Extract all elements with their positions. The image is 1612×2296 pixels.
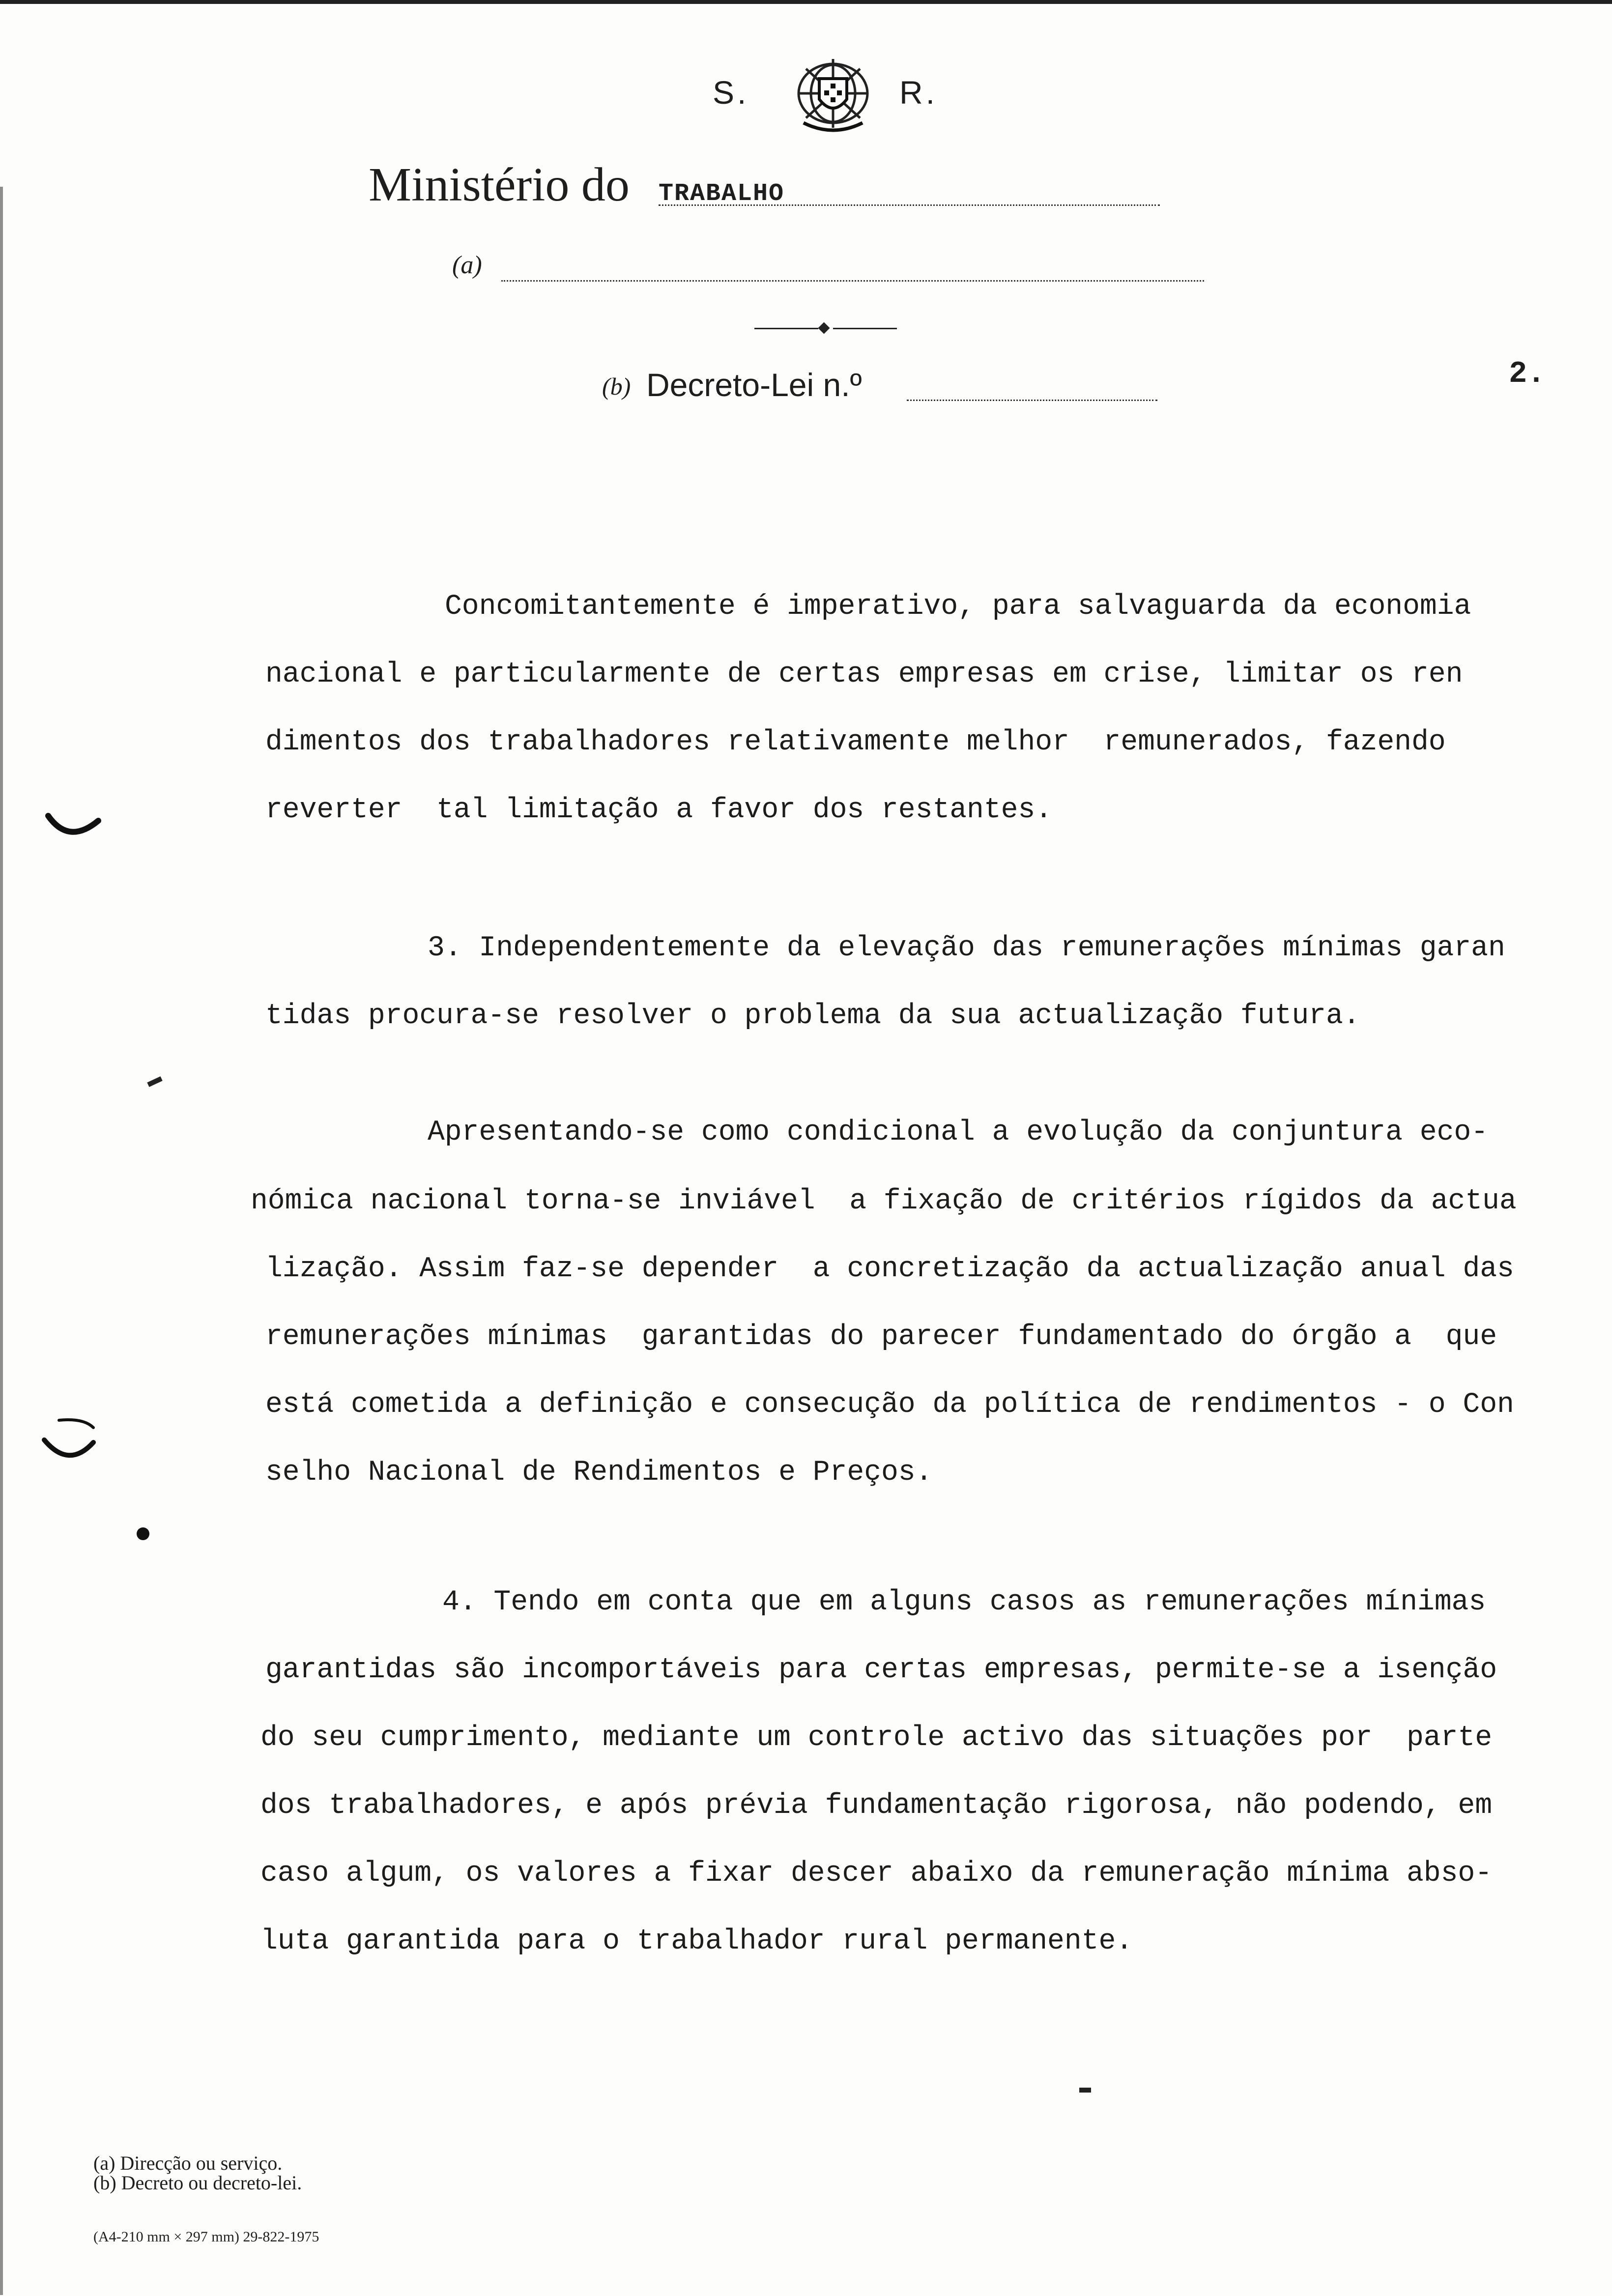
paragraph-3-line-4: remunerações mínimas garantidas do parecer fundamentado do órgão a que [265, 1321, 1497, 1353]
scan-mark-arc-1 [44, 806, 103, 845]
scan-mark-dash-2 [1079, 2088, 1091, 2093]
scan-mark-dash [147, 1076, 162, 1087]
ministry-line [369, 157, 1288, 211]
paragraph-1-line-4: reverter tal limitação a favor dos restantes. [265, 794, 1053, 826]
paragraph-1-line-2: nacional e particularmente de certas empresas em crise, limitar os ren [265, 659, 1463, 690]
paragraph-1-line-1: Concomitantemente é imperativo, para salvaguarda da economia [445, 591, 1471, 623]
paragraph-4-line-4: dos trabalhadores, e após prévia fundamentação rigorosa, não podendo, em [260, 1790, 1493, 1822]
header-abbr-left: S. [713, 74, 749, 111]
portuguese-coat-of-arms-icon [784, 54, 882, 133]
paragraph-3-line-2: nómica nacional torna-se inviável a fixação de critérios rígidos da actua [251, 1185, 1517, 1217]
paragraph-4-line-3: do seu cumprimento, mediante um controle activo das situações por parte [260, 1722, 1493, 1754]
page-number: 2. [1509, 356, 1546, 391]
paragraph-3-line-3: lização. Assim faz-se depender a concretização da actualização anual das [265, 1253, 1514, 1285]
paragraph-4-line-5: caso algum, os valores a fixar descer abaixo da remuneração mínima abso- [260, 1858, 1493, 1890]
decree-label: Decreto-Lei n.º [646, 367, 862, 403]
paragraph-1-line-3: dimentos dos trabalhadores relativamente melhor remunerados, fazendo [265, 726, 1446, 758]
service-line [452, 251, 1219, 290]
divider-bar-right [833, 328, 897, 329]
divider-bar-left [754, 328, 818, 329]
paragraph-3-line-5: está cometida a definição e consecução da política de rendimentos - o Con [265, 1389, 1514, 1421]
divider-diamond-icon [818, 322, 830, 334]
header-abbr-right: R. [899, 74, 938, 111]
form-code: (A4-210 mm × 297 mm) 29-822-1975 [93, 2229, 319, 2245]
paragraph-3-line-1: Apresentando-se como condicional a evolução da conjuntura eco- [428, 1117, 1488, 1148]
paragraph-2-line-1: 3. Independentemente da elevação das remunerações mínimas garan [428, 932, 1505, 964]
service-marker: (a) [452, 251, 482, 279]
diamond-divider [754, 323, 897, 333]
paragraph-3-line-6: selho Nacional de Rendimentos e Preços. [265, 1457, 933, 1489]
service-dotted-fill [501, 280, 1204, 282]
decree-marker: (b) [602, 373, 631, 400]
ministry-label: Ministério do [369, 158, 630, 211]
footnote-b: (b) Decreto ou decreto-lei. [93, 2172, 302, 2194]
decree-dotted-fill [907, 400, 1157, 401]
scan-dot [137, 1527, 149, 1540]
ministry-dotted-fill [659, 204, 1160, 206]
paragraph-4-line-6: luta garantida para o trabalhador rural permanente. [260, 1925, 1133, 1957]
paragraph-4-line-1: 4. Tendo em conta que em alguns casos as remunerações mínimas [442, 1586, 1486, 1618]
paragraph-2-line-2: tidas procura-se resolver o problema da sua actualização futura. [265, 1000, 1360, 1032]
top-border-rule [0, 0, 1612, 4]
decree-line [602, 366, 1094, 410]
scan-mark-arc-2 [39, 1415, 103, 1474]
footnote-a: (a) Direcção ou serviço. [93, 2152, 283, 2174]
scan-left-edge [0, 187, 3, 2295]
ministry-value: TRABALHO [659, 180, 785, 208]
paragraph-4-line-2: garantidas são incomportáveis para certas empresas, permite-se a isenção [265, 1654, 1497, 1686]
